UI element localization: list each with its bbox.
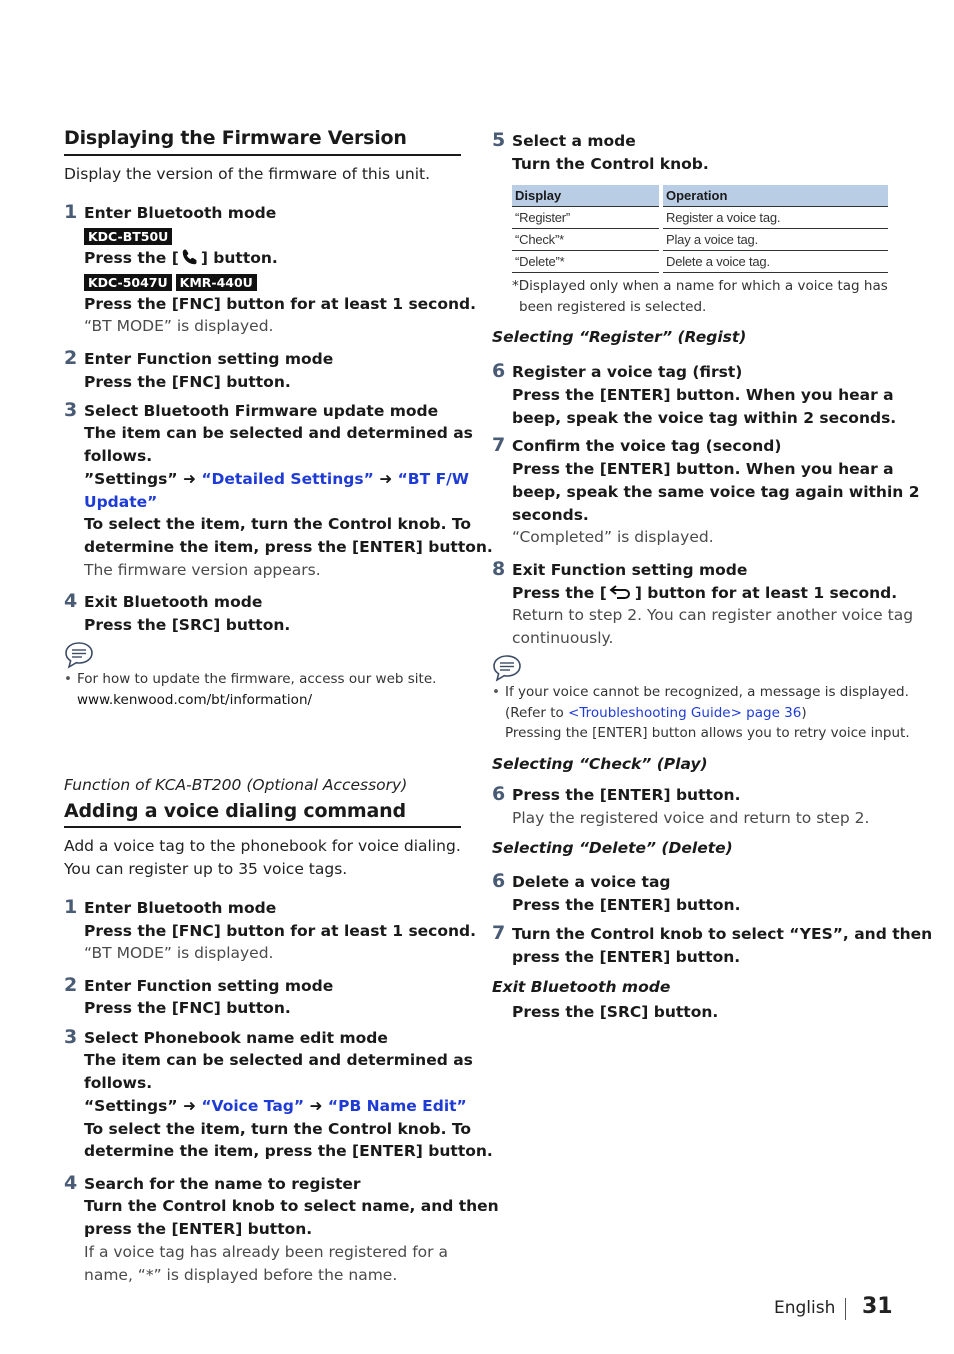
table-cell: “Delete”* [512, 250, 661, 272]
step-heading: Exit Function setting mode [512, 561, 748, 579]
step-instruction: Turn the Control knob. [512, 155, 709, 173]
step-heading: Search for the name to register [84, 1175, 361, 1193]
step-heading: Enter Bluetooth mode [84, 204, 277, 222]
phone-icon [181, 248, 199, 266]
model-badge: KMR-440U [176, 274, 257, 291]
section-heading-delete: Selecting “Delete” (Delete) [492, 839, 733, 857]
step-number: 1 [64, 896, 78, 918]
table-header-display: Display [512, 185, 661, 206]
step-heading: Enter Function setting mode [84, 350, 334, 368]
table-cell: Delete a voice tag. [661, 250, 888, 272]
table-header-row [512, 185, 888, 206]
table-footnote: *Displayed only when a name for which a voice tag has [512, 278, 888, 294]
step-number: 6 [492, 783, 506, 805]
step-instruction: Press the [FNC] button. [84, 373, 291, 391]
step-number: 2 [64, 347, 78, 369]
step-result: continuously. [512, 629, 614, 647]
section-heading-check: Selecting “Check” (Play) [492, 755, 708, 773]
arrow-right-icon: ➜ [182, 470, 196, 488]
step-instruction: Press the [FNC] button. [84, 999, 291, 1017]
step-instruction: determine the item, press the [ENTER] button. [84, 538, 493, 556]
voice-intro: You can register up to 35 voice tags. [64, 860, 348, 878]
step-result: Play the registered voice and return to step 2. [512, 809, 870, 827]
step-instruction: The item can be selected and determined as [84, 1051, 473, 1069]
step-heading: Exit Bluetooth mode [84, 593, 263, 611]
step-instruction: beep, speak the same voice tag again within 2 [512, 483, 920, 501]
note-line: Pressing the [ENTER] button allows you to retry voice input. [505, 725, 910, 741]
back-icon [609, 584, 633, 600]
menu-item-bt-fw-update: “BT F/W [397, 470, 469, 488]
note-icon [492, 654, 524, 682]
model-badge: KDC-5047U [84, 274, 172, 291]
step-heading: Select Phonebook name edit mode [84, 1029, 388, 1047]
step-instruction: press the [ENTER] button. [512, 948, 741, 966]
step-result: If a voice tag has already been registered for a [84, 1243, 448, 1261]
step-number: 3 [64, 399, 78, 421]
step-result: “BT MODE” is displayed. [84, 317, 274, 335]
step-result: “Completed” is displayed. [512, 528, 714, 546]
step-number: 1 [64, 201, 78, 223]
troubleshooting-link[interactable]: <Troubleshooting Guide> page 36 [568, 705, 802, 721]
step-result: Return to step 2. You can register another voice tag [512, 606, 914, 624]
note-icon [64, 641, 96, 669]
section-heading-exit: Exit Bluetooth mode [492, 978, 671, 996]
step-instruction: Press the [ENTER] button. When you hear a [512, 386, 894, 404]
step-instruction: Press the [ENTER] button. [512, 896, 741, 914]
step-instruction: Press the [SRC] button. [512, 1003, 719, 1021]
step-instruction: Press the [ENTER] button. When you hear a [512, 460, 894, 478]
step-instruction: seconds. [512, 506, 589, 524]
step-instruction: Press the [ ] button. [84, 249, 278, 267]
step-result: The firmware version appears. [84, 561, 321, 579]
step-number: 6 [492, 360, 506, 382]
arrow-right-icon: ➜ [182, 1097, 196, 1115]
menu-path: ”Settings” ➜ “Detailed Settings” ➜ “BT F/W [84, 468, 469, 491]
firmware-title: Displaying the Firmware Version [64, 127, 407, 149]
step-heading: Select a mode [512, 132, 636, 150]
table-header-operation: Operation [661, 185, 888, 206]
firmware-title-rule [64, 154, 461, 156]
step-number: 4 [64, 1172, 78, 1194]
table-footnote: been registered is selected. [519, 299, 707, 315]
step-heading: Enter Bluetooth mode [84, 899, 277, 917]
step-instruction: follows. [84, 447, 153, 465]
table-cell: Play a voice tag. [661, 228, 888, 250]
model-badge: KDC-BT50U [84, 228, 172, 245]
step-instruction: press the [ENTER] button. [84, 1220, 313, 1238]
step-instruction: To select the item, turn the Control knob. To [84, 1120, 472, 1138]
arrow-right-icon: ➜ [379, 470, 393, 488]
voice-subtitle: Function of KCA-BT200 (Optional Accessory) [64, 776, 408, 794]
website-url: www.kenwood.com/bt/information/ [77, 692, 313, 708]
step-instruction: follows. [84, 1074, 153, 1092]
section-heading-register: Selecting “Register” (Regist) [492, 328, 747, 346]
table-row [512, 250, 888, 272]
note-line: • For how to update the firmware, access our web site. [64, 671, 437, 687]
table-row [512, 206, 888, 228]
menu-item-detailed-settings: “Detailed Settings” [201, 470, 374, 488]
step-instruction: Press the [SRC] button. [84, 616, 291, 634]
step-number: 2 [64, 974, 78, 996]
step-number: 4 [64, 590, 78, 612]
step-number: 8 [492, 558, 506, 580]
voice-title: Adding a voice dialing command [64, 800, 406, 822]
voice-intro: Add a voice tag to the phonebook for voice dialing. [64, 837, 461, 855]
menu-item-pb-name-edit: “PB Name Edit” [327, 1097, 467, 1115]
step-instruction: To select the item, turn the Control knob. To [84, 515, 472, 533]
step-result: “BT MODE” is displayed. [84, 944, 274, 962]
page-number: 31 [862, 1294, 893, 1319]
step-heading: Press the [ENTER] button. [512, 786, 741, 804]
step-number: 7 [492, 434, 506, 456]
step-heading: Confirm the voice tag (second) [512, 437, 782, 455]
menu-item-bt-fw-update: Update” [84, 493, 158, 511]
step-instruction: Press the [FNC] button for at least 1 second. [84, 295, 477, 313]
step-instruction: beep, speak the voice tag within 2 seconds. [512, 409, 897, 427]
step-number: 5 [492, 129, 506, 151]
step-heading: Register a voice tag (first) [512, 363, 743, 381]
note-line: (Refer to <Troubleshooting Guide> page 36) [505, 705, 807, 721]
step-number: 3 [64, 1026, 78, 1048]
mode-table [512, 185, 888, 273]
step-result: name, “*” is displayed before the name. [84, 1266, 398, 1284]
step-number: 7 [492, 922, 506, 944]
step-number: 6 [492, 870, 506, 892]
step-heading: Select Bluetooth Firmware update mode [84, 402, 439, 420]
footer-language: English [774, 1298, 836, 1318]
table-row [512, 228, 888, 250]
table-cell: “Check”* [512, 228, 661, 250]
step-instruction: determine the item, press the [ENTER] button. [84, 1142, 493, 1160]
menu-item-voice-tag: “Voice Tag” [201, 1097, 305, 1115]
step-heading: Turn the Control knob to select “YES”, and then [512, 925, 933, 943]
arrow-right-icon: ➜ [309, 1097, 323, 1115]
model-badges [84, 225, 176, 248]
footer-divider [845, 1298, 846, 1320]
step-instruction: The item can be selected and determined as [84, 424, 473, 442]
menu-path: “Settings” ➜ “Voice Tag” ➜ “PB Name Edit” [84, 1095, 467, 1118]
table-cell: Register a voice tag. [661, 206, 888, 228]
model-badges [84, 271, 261, 294]
table-cell: “Register” [512, 206, 661, 228]
step-heading: Delete a voice tag [512, 873, 671, 891]
step-instruction: Press the [ ] button for at least 1 second. [512, 584, 898, 602]
step-instruction: Press the [FNC] button for at least 1 second. [84, 922, 477, 940]
step-heading: Enter Function setting mode [84, 977, 334, 995]
note-line: • If your voice cannot be recognized, a message is displayed. [492, 684, 909, 700]
voice-title-rule [64, 826, 461, 828]
firmware-intro: Display the version of the firmware of this unit. [64, 165, 431, 183]
step-instruction: Turn the Control knob to select name, and then [84, 1197, 499, 1215]
